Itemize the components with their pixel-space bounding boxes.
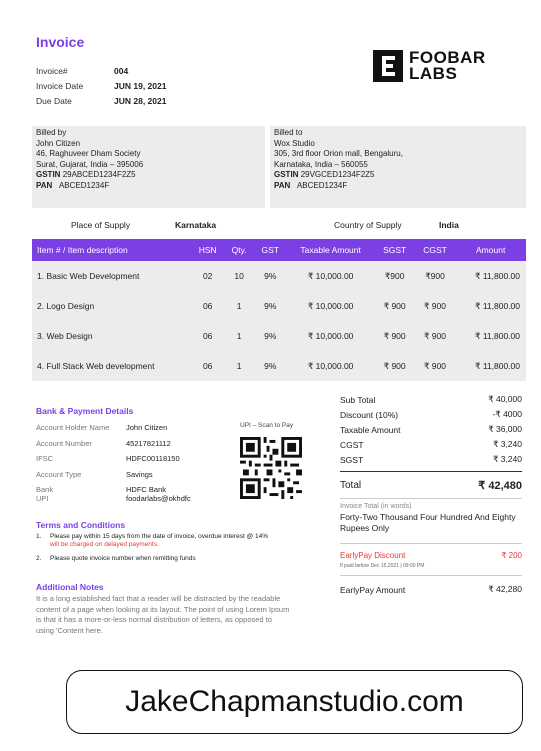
totals-row [340,422,522,437]
bank-row [36,420,191,436]
cell-cgst: ₹900 [415,261,456,291]
notes-heading: Additional Notes [36,582,104,592]
cell-sgst: ₹900 [375,261,415,291]
bank-label: UPI [36,494,49,504]
billed-by-address2: Surat, Gujarat, India – 395006 [36,159,144,169]
terms-heading: Terms and Conditions [36,520,126,530]
totals-label: Sub Total [340,394,376,405]
earlypay-discount-label: EarlyPay Discount [340,551,406,560]
cell-qty: 1 [224,291,254,321]
cell-sgst: ₹ 900 [375,351,415,381]
cell-hsn: 02 [191,261,224,291]
billed-by-heading: Billed by [36,128,67,137]
words-label: Invoice Total (in words) [340,503,412,510]
totals-label: SGST [340,454,364,465]
bank-row [36,485,191,494]
col-header-qty: Qty. [224,239,254,261]
totals-label: Discount (10%) [340,409,399,420]
due-date-row [36,94,166,109]
cell-taxable: ₹ 10,000.00 [287,321,375,351]
cell-description: 4. Full Stack Web development [32,351,191,381]
gstin-value: 29VGCED1234F2Z5 [300,170,375,179]
cell-gst: 9% [254,261,287,291]
totals-row [340,452,522,467]
billed-to-heading: Billed to [274,128,303,137]
notes-text: It is a long established fact that a reader will be distracted by the readable content of a page when looking at its layout. The point of using Lorem Ipsum is that it has a more-or-less normal distribution of letters, as opposed to using 'Content here. [36,594,290,635]
cell-amount: ₹ 11,800.00 [455,261,526,291]
table-row [32,261,526,291]
bank-label: IFSC [36,454,54,464]
watermark-text: JakeChapmanstudio.com [125,685,464,718]
due-date-label: Due Date [36,96,72,106]
pan-value: ABCED1234F [296,180,348,190]
bank-value: John Citizen [126,423,168,432]
invoice-date-label: Invoice Date [36,81,84,91]
cell-cgst: ₹ 900 [415,291,456,321]
earlypay-amount-label: EarlyPay Amount [340,584,406,595]
bank-details [36,420,191,503]
cell-amount: ₹ 11,800.00 [455,351,526,381]
pan-label: PAN [36,180,53,190]
terms-list [36,530,268,563]
items-table [32,239,526,381]
totals-row [340,407,522,422]
terms-num: 2. [36,555,42,562]
cell-gst: 9% [254,291,287,321]
cell-taxable: ₹ 10,000.00 [287,291,375,321]
col-header-description: Item # / Item description [32,239,191,261]
billed-to-gstin [274,170,526,181]
bank-value: Savings [126,469,153,479]
cell-hsn: 06 [191,321,224,351]
col-header-cgst: CGST [415,239,456,261]
bank-row [36,494,191,503]
table-row [32,291,526,321]
billed-to-address1: 305, 3rd floor Orion mall, Bengaluru, [274,149,403,158]
cell-taxable: ₹ 10,000.00 [287,351,375,381]
cell-sgst: ₹ 900 [375,321,415,351]
watermark-banner [66,670,523,734]
invoice-date-value: JUN 19, 2021 [114,81,167,91]
terms-text: Please pay within 15 days from the date of invoice, overdue interest @ 14% [50,533,268,540]
country-of-supply-label: Country of Supply [334,220,402,230]
earlypay-amount-value: ₹ 42,280 [488,584,522,594]
col-header-amount: Amount [455,239,526,261]
company-logo [373,50,486,82]
grand-total-label: Total [340,479,362,491]
cell-amount: ₹ 11,800.00 [455,321,526,351]
totals-row [340,437,522,452]
bank-row [36,467,191,483]
totals-label: Taxable Amount [340,424,401,435]
logo-line2: LABS [409,64,458,83]
bank-row [36,436,191,452]
totals-value: -₹ 4000 [492,409,522,419]
col-header-gst: GST [254,239,287,261]
earlypay-discount-value: ₹ 200 [501,551,522,560]
invoice-number-label: Invoice# [36,66,68,76]
gstin-label: GSTIN [36,170,61,179]
totals-value: ₹ 3,240 [492,454,522,464]
grand-total-row [340,476,522,494]
country-of-supply-value: India [439,220,459,230]
bank-value: HDFC Bank [126,485,167,495]
cell-sgst: ₹ 900 [375,291,415,321]
totals-panel [340,392,522,597]
billed-to-pan [274,181,526,192]
billed-to-panel [270,126,526,208]
invoice-date-row [36,79,166,94]
cell-hsn: 06 [191,351,224,381]
logo-line1: FOOBAR [409,48,486,67]
pan-value: ABCED1234F [58,180,110,190]
invoice-number-row [36,64,166,79]
cell-description: 3. Web Design [32,321,191,351]
words-value: Forty-Two Thousand Four Hundred And Eighty Rupees Only [340,512,516,533]
totals-divider [340,575,522,576]
gstin-value: 29ABCED1234F2Z5 [62,170,136,179]
terms-text: Please quote invoice number when remitting funds [50,555,196,562]
grand-total-value: ₹ 42,480 [478,479,522,492]
list-item [36,555,268,563]
cell-gst: 9% [254,321,287,351]
billed-by-panel [32,126,265,208]
cell-taxable: ₹ 10,000.00 [287,261,375,291]
billed-by-name: John Citizen [36,138,81,148]
bank-label: Account Holder Name [36,423,110,432]
bank-details-heading: Bank & Payment Details [36,406,134,416]
upi-qr-code-icon [240,437,302,499]
totals-divider [340,471,522,472]
cell-qty: 10 [224,261,254,291]
earlypay-note: If paid before Dec 15,2021 | 09:00 PM [340,563,425,569]
bank-value: foodarlabs@okhdfc [126,494,191,504]
place-of-supply-label: Place of Supply [71,220,131,230]
invoice-meta [36,64,166,109]
cell-description: 1. Basic Web Development [32,261,191,291]
due-date-value: JUN 28, 2021 [114,96,167,106]
gstin-label: GSTIN [274,170,299,179]
upi-caption: UPI – Scan to Pay [240,422,294,429]
totals-value: ₹ 36,000 [488,424,522,434]
bank-row [36,451,191,467]
cell-amount: ₹ 11,800.00 [455,291,526,321]
pan-label: PAN [274,180,291,190]
earlypay-amount-row [340,582,522,597]
billed-by-gstin [36,170,265,181]
totals-value: ₹ 40,000 [488,394,522,404]
cell-description: 2. Logo Design [32,291,191,321]
totals-divider [340,498,522,499]
totals-label: CGST [340,439,364,450]
cell-cgst: ₹ 900 [415,351,456,381]
list-item [36,533,268,549]
billed-by-pan [36,181,265,192]
table-row [32,351,526,381]
col-header-hsn: HSN [191,239,224,261]
cell-gst: 9% [254,351,287,381]
logo-mark-icon [373,50,403,82]
place-of-supply-value: Karnataka [175,220,217,230]
bank-value: HDFC00118150 [126,454,180,464]
table-row [32,321,526,351]
billed-to-address2: Karnataka, India – 560055 [274,159,368,169]
bank-label: Bank [36,485,54,495]
bank-label: Account Number [36,438,92,448]
billed-by-address1: 46, Raghuveer Dham Society [36,149,141,158]
logo-text [409,50,486,82]
cell-qty: 1 [224,351,254,381]
col-header-sgst: SGST [375,239,415,261]
cell-hsn: 06 [191,291,224,321]
totals-row [340,392,522,407]
invoice-number-value: 004 [114,66,129,76]
terms-num: 1. [36,533,42,540]
table-header-row [32,239,526,261]
totals-divider [340,543,522,544]
col-header-taxable: Taxable Amount [287,239,375,261]
bank-value: 45217821112 [126,438,171,448]
cell-qty: 1 [224,321,254,351]
totals-value: ₹ 3,240 [492,439,522,449]
invoice-title: Invoice [36,34,85,50]
billed-to-name: Wox Studio [274,138,315,148]
terms-text-red: will be charged on delayed payments. [50,541,159,548]
earlypay-discount-row [340,548,522,563]
cell-cgst: ₹ 900 [415,321,456,351]
bank-label: Account Type [36,469,82,479]
